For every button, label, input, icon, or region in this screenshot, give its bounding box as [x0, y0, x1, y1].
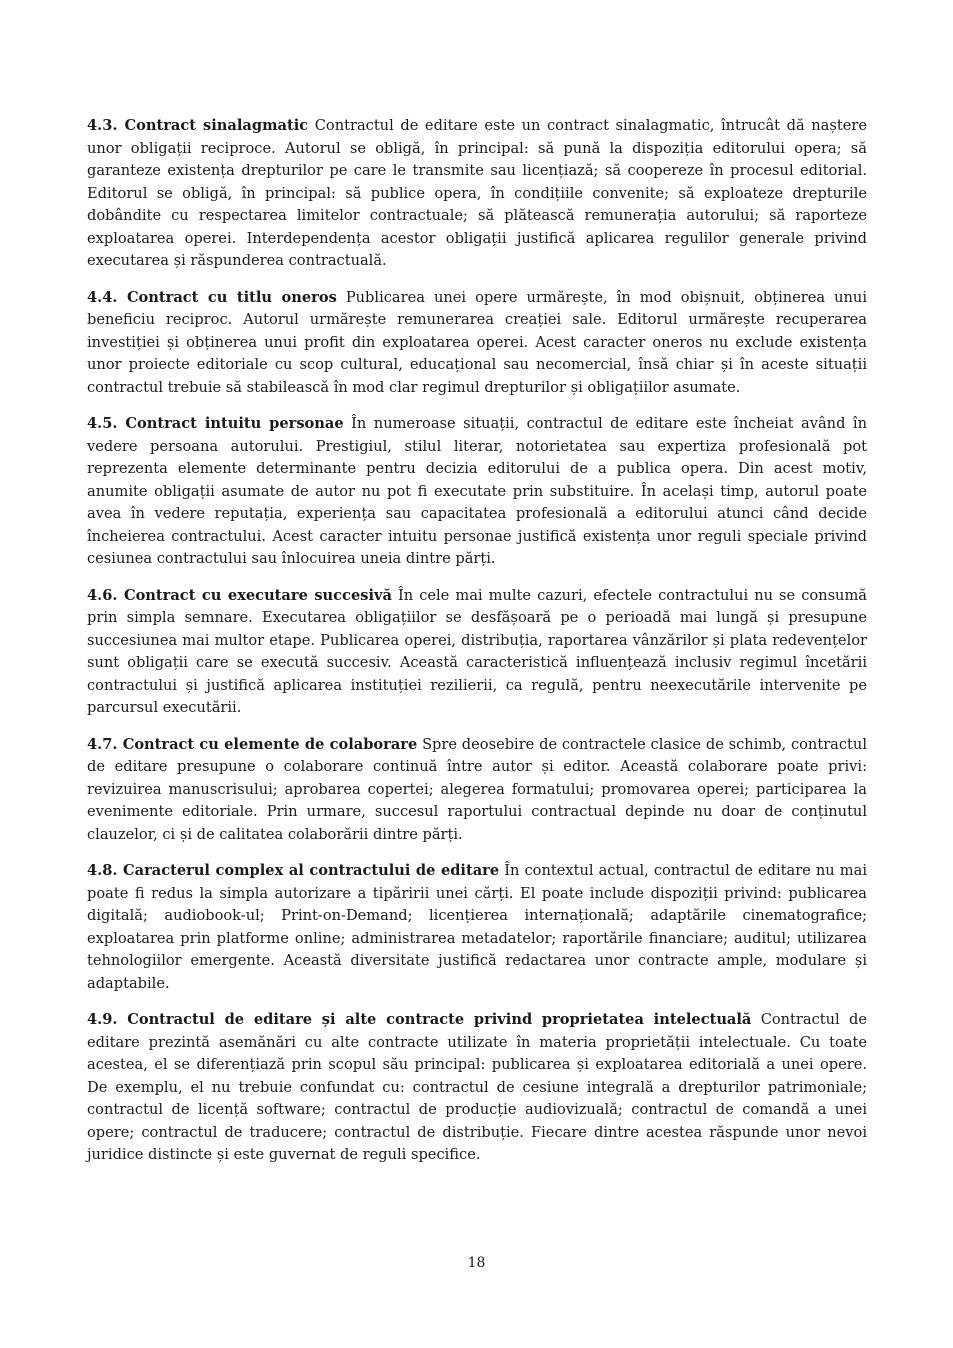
paragraph-text: Spre deosebire de contractele clasice de schimb, contractul de editare presupune o colaborare continuă între autor și editor. Această colaborare poate privi: revizuirea manuscrisului; aprobarea copertei; alegerea formatului; promovarea operei; participarea la evenimente editoriale. Prin urmare, succesul raportului contractual depinde nu doar de conținutul clauzelor, ci și de calitatea colaborării dintre părți. — [87, 735, 867, 843]
paragraph-heading: 4.7. Contract cu elemente de colaborare — [87, 735, 418, 753]
paragraph-4-7 — [87, 734, 867, 847]
paragraph-heading: 4.4. Contract cu titlu oneros — [87, 288, 337, 306]
paragraph-heading: 4.5. Contract intuitu personae — [87, 415, 344, 432]
paragraph-heading: 4.3. Contract sinalagmatic — [87, 117, 309, 134]
paragraph-heading: 4.8. Caracterul complex al contractului de editare — [87, 862, 500, 879]
paragraph-4-8 — [87, 860, 867, 995]
paragraph-4-4 — [87, 287, 867, 400]
paragraph-text: Publicarea unei opere urmărește, în mod obișnuit, obținerea unui beneficiu reciproc. Autorul urmărește remunerarea creației sale. Editorul urmărește recuperarea investiției și obținerea unui profit din exploatarea operei. Acest caracter oneros nu exclude existența unor proiecte editoriale cu scop cultural, educațional sau necomercial, însă chiar și în aceste situații contractul trebuie să stabilească în mod clar regimul drepturilor și obligațiilor asumate. — [87, 288, 867, 396]
paragraph-4-6 — [87, 585, 867, 720]
document-body — [87, 115, 867, 1181]
paragraph-4-9 — [87, 1009, 867, 1167]
paragraph-text: În contextul actual, contractul de editare nu mai poate fi redus la simpla autorizare a tipăririi unei cărți. El poate include dispoziții privind: publicarea digitală; audiobook-ul; Print-on-Demand; licențierea internațională; adaptările cinematografice; exploatarea prin platforme online; administrarea metadatelor; raportările financiare; auditul; utilizarea tehnologiilor emergente. Această diversitate justifică redactarea unor contracte ample, modulare și adaptabile. — [87, 862, 867, 992]
paragraph-text: Contractul de editare prezintă asemănări cu alte contracte utilizate în materia proprietății intelectuale. Cu toate acestea, el se diferențiază prin scopul său principal: publicarea și exploatarea editorială a unei opere. De exemplu, el nu trebuie confundat cu: contractul de cesiune integrală a drepturilor patrimoniale; contractul de licență software; contractul de producție audiovizuală; contractul de comandă a unei opere; contractul de traducere; contractul de distribuție. Fiecare dintre acestea răspunde unor nevoi juridice distincte și este guvernat de reguli specifice. — [87, 1011, 867, 1163]
paragraph-text: Contractul de editare este un contract sinalagmatic, întrucât dă naștere unor obligații reciproce. Autorul se obligă, în principal: să pună la dispoziția editorului opera; să garanteze existența drepturilor pe care le transmite sau licențiază; să coopereze în procesul editorial. Editorul se obligă, în principal: să publice opera, în condițiile convenite; să exploateze drepturile dobândite cu respectarea limitelor contractuale; să plătească remunerația autorului; să raporteze exploatarea operei. Interdependența acestor obligații justifică aplicarea regulilor generale privind executarea și răspunderea contractuală. — [87, 117, 867, 269]
page-number: 18 — [467, 1255, 486, 1271]
paragraph-4-3 — [87, 115, 867, 273]
paragraph-heading: 4.6. Contract cu executare succesivă — [87, 586, 392, 604]
paragraph-text: În cele mai multe cazuri, efectele contractului nu se consumă prin simpla semnare. Executarea obligațiilor se desfășoară pe o perioadă mai lungă și presupune succesiunea mai multor etape. Publicarea operei, distribuția, raportarea vânzărilor și plata redevențelor sunt obligații care se execută succesiv. Această caracteristică influențează inclusiv regimul încetării contractului și justifică aplicarea instituției rezilierii, ca regulă, pentru neexecutările intervenite pe parcursul executării. — [87, 586, 867, 716]
paragraph-4-5 — [87, 413, 867, 571]
paragraph-heading: 4.9. Contractul de editare și alte contracte privind proprietatea intelectuală — [87, 1011, 752, 1028]
paragraph-text: În numeroase situații, contractul de editare este încheiat având în vedere persoana autorului. Prestigiul, stilul literar, notorietatea sau expertiza profesională pot reprezenta elemente determinante pentru decizia editorului de a publica opera. Din acest motiv, anumite obligații asumate de autor nu pot fi executate prin substituire. În același timp, autorul poate avea în vedere reputația, experiența sau capacitatea profesională a editorului atunci când decide încheierea contractului. Acest caracter intuitu personae justifică existența unor reguli speciale privind cesiunea contractului sau înlocuirea uneia dintre părți. — [87, 415, 867, 567]
